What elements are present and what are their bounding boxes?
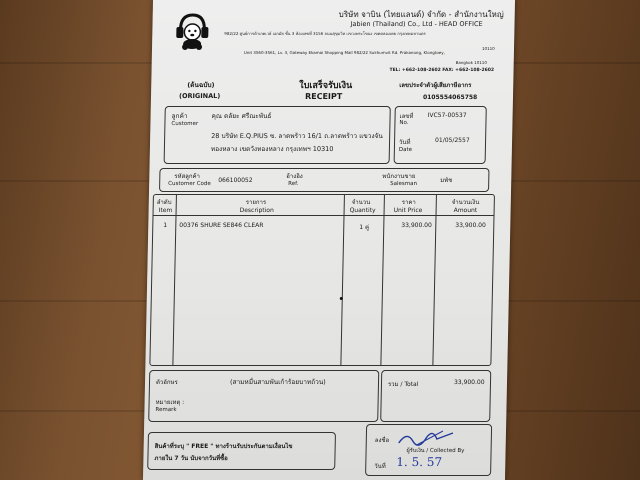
invoice-number: IVC57-00537 [427,112,467,119]
salesman-name: มพัช [440,177,453,184]
tax-id: 0105554065758 [422,94,478,101]
words-remark-box [148,370,379,422]
invoice-date-label-thai: วันที่ [398,139,411,146]
copy-type-english: (ORIGINAL) [178,92,221,100]
header-unit-price-english: Unit Price [393,207,423,214]
column-divider [432,195,437,365]
customer-label-thai: ลูกค้า [171,112,188,120]
amount-words-label: ตัวอักษร [155,379,178,386]
ref-label-thai: อ้างอิง [286,173,303,180]
column-divider [340,195,345,365]
tax-id-label: เลขประจำตัวผู้เสียภาษีอากร [399,82,472,89]
headphone-bear-logo-icon [174,12,211,50]
customer-box [164,106,391,164]
customer-address-line2: ทองหลาง เขตวังทองหลาง กรุงเทพฯ 10310 [210,145,334,153]
receipt-title-thai: ใบเสร็จรับเงิน [299,81,353,91]
header-description-thai: รายการ [245,199,267,206]
company-postcode: 10110 [481,46,495,51]
column-divider [380,195,385,365]
invoice-date-label-english: Date [398,147,413,153]
remark-label-thai: หมายเหตุ : [155,399,185,406]
customer-code: 066100052 [218,177,253,184]
company-address-english: Unit 3S60-3S61, Lv. 3, Gateway Ekamai Shopping Mall 982/22 Sukhumvit Rd. Prakanong, Klongtoey, [243,50,445,55]
customer-code-label-thai: รหัสลูกค้า [174,173,200,180]
header-quantity-thai: จำนวน [351,199,371,206]
receipt-title-english: RECEIPT [304,92,343,101]
row-quantity: 1 คู่ [359,224,370,231]
header-amount-english: Amount [453,207,478,214]
signature-box [365,424,492,476]
handwritten-signature [397,427,457,449]
invoice-info-box [394,106,487,164]
total-amount: 33,900.00 [453,379,485,386]
total-box [380,370,491,422]
row-amount: 33,900.00 [455,222,486,229]
header-item-english: Item [158,207,173,214]
company-name-english: Jabien (Thailand) Co., Ltd - HEAD OFFICE [350,20,483,28]
column-divider [172,195,177,365]
invoice-no-label-thai: เลขที่ [399,113,414,120]
salesman-label-thai: พนักงานขาย [382,173,416,180]
customer-meta-box [159,168,490,192]
customer-address-line1: 28 บริษัท E.Q.PIUS ซ. ลาดพร้าว 16/1 ถ.ลาดพร้าว แขวงจัน [211,132,383,140]
warranty-note-line2: ภายใน 7 วัน นับจากวันที่ซื้อ [154,455,228,462]
row-description: 00376 SHURE SE846 CLEAR [179,222,264,229]
customer-code-label-english: Customer Code [168,181,211,187]
invoice-date: 01/05/2557 [435,137,470,144]
salesman-label-english: Salesman [390,181,418,187]
header-unit-price-thai: ราคา [401,199,416,206]
ref-label-english: Ref. [288,181,299,187]
amount-in-words: (สามหมื่นสามพันเก้าร้อยบาทถ้วน) [229,378,326,386]
row-item-number: 1 [163,222,168,229]
header-item-thai: ลำดับ [156,199,172,206]
invoice-no-label-english: No. [399,120,409,126]
header-amount-thai: จำนวนเงิน [451,199,480,206]
company-phone: TEL: +662-108-2602 FAX: +662-108-2602 [389,68,495,73]
items-table [149,194,495,366]
warranty-note-line1: สินค้าที่ระบุ " FREE " ทางร้านรับประกันตามเงื่อนไข [154,443,293,450]
company-city: Bangkok 10110 [455,60,487,65]
signature-label: ลงชื่อ [374,437,390,444]
signature-date: 1. 5. 57 [396,455,443,469]
collected-by-label: ผู้รับเงิน / Collected By [406,448,465,454]
total-label: รวม / Total [387,381,419,388]
customer-label-english: Customer [171,121,199,127]
receipt-paper [143,0,515,480]
header-description-english: Description [239,207,274,214]
copy-type-thai: (ต้นฉบับ) [187,81,215,89]
company-name-thai: บริษัท จาบิน (ไทยแลนด์) จำกัด - สำนักงานใหญ่ [338,10,504,19]
company-address-thai: 982/22 ศูนย์การค้าเกตเวย์ เอกมัย ชั้น 3 ห้องเลขที่ 3156 ถนนสุขุมวิท แขวงพระโขนง เขตคลองเตย กรุงเทพมหานคร [224,31,426,36]
remark-label-english: Remark [155,407,177,413]
customer-name: คุณ ดลัยะ ศรีณะพันธ์ [211,112,272,120]
warranty-note-box [147,432,336,470]
header-quantity-english: Quantity [349,207,376,214]
row-unit-price: 33,900.00 [401,222,432,229]
table-header-divider [154,215,494,216]
signature-date-label: วันที่ [374,463,386,470]
